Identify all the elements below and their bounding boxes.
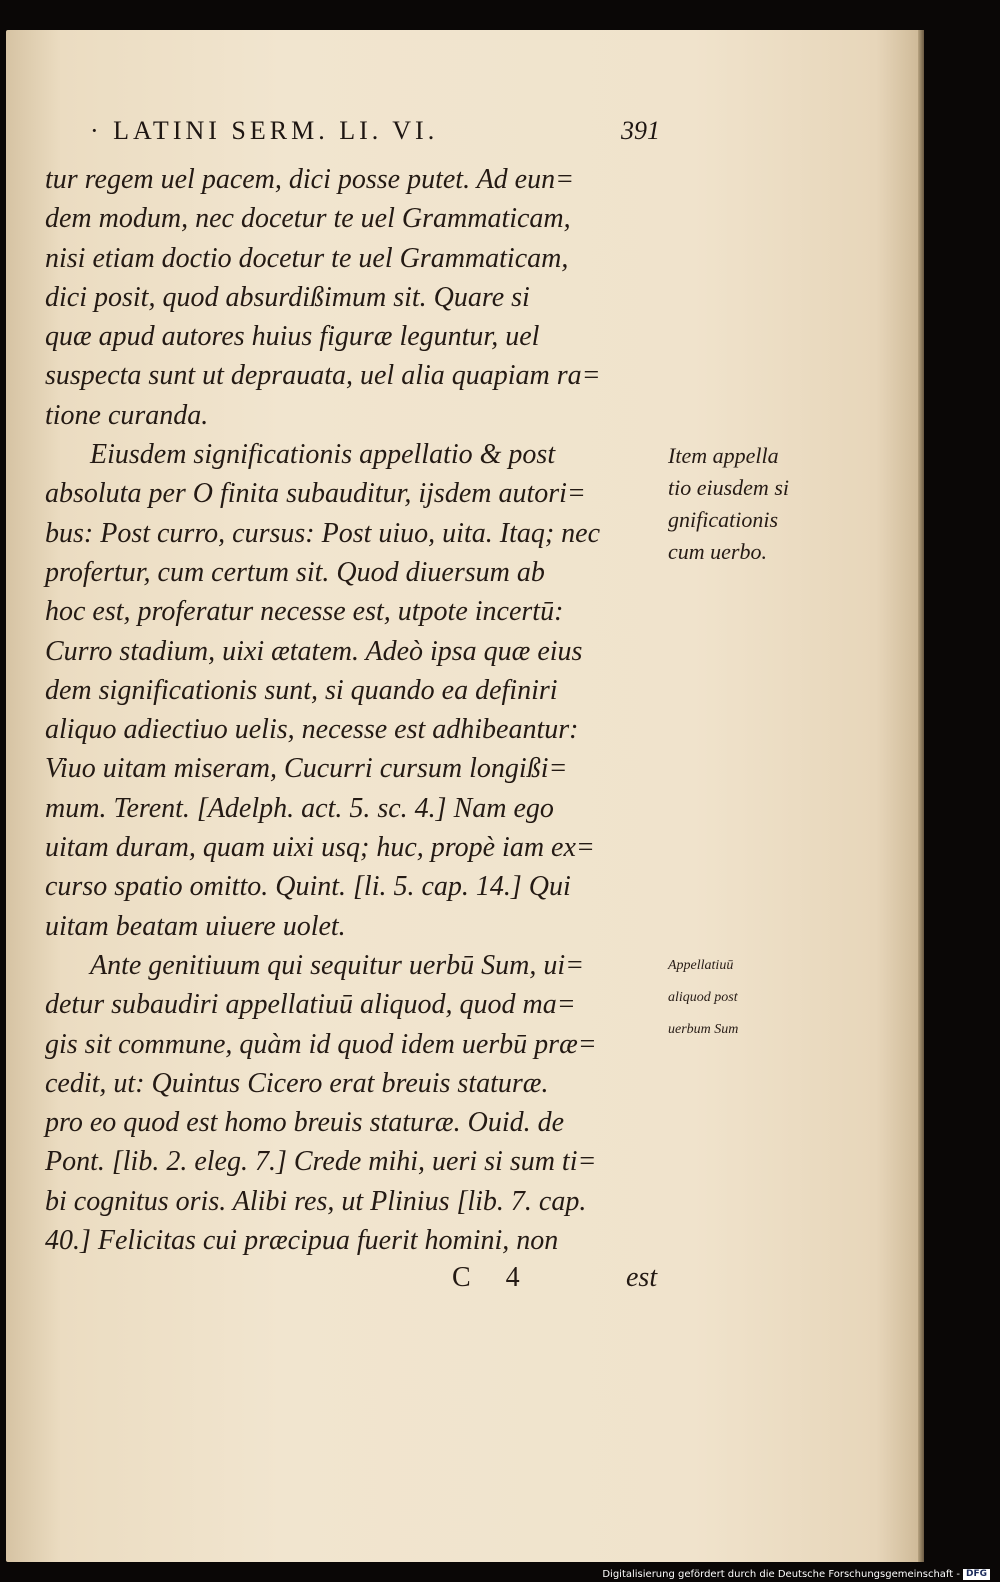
text-line: gis sit commune, quàm id quod idem uerbū præ= <box>45 1028 597 1060</box>
digitization-footer <box>602 1566 990 1582</box>
dfg-logo: DFG <box>963 1569 990 1580</box>
margin-note-line: aliquod post <box>668 990 738 1005</box>
text-line: hoc est, proferatur necesse est, utpote incertū: <box>45 596 564 628</box>
text-line: quæ apud autores huius figuræ leguntur, uel <box>45 321 540 353</box>
paragraph-start-line: Eiusdem significationis appellatio & post <box>90 439 556 471</box>
text-line: detur subaudiri appellatiuū aliquod, quod ma= <box>45 989 576 1021</box>
text-line: absoluta per O finita subauditur, ijsdem autori= <box>45 478 586 510</box>
text-line: aliquo adiectiuo uelis, necesse est adhibeantur: <box>45 714 579 746</box>
text-line: Pont. [lib. 2. eleg. 7.] Crede mihi, ueri si sum ti= <box>45 1146 597 1178</box>
text-line: suspecta sunt ut deprauata, uel alia quapiam ra= <box>45 360 601 392</box>
paragraph-start-line: Ante genitiuum qui sequitur uerbū Sum, ui= <box>90 949 585 981</box>
text-line: bi cognitus oris. Alibi res, ut Plinius [lib. 7. cap. <box>45 1185 587 1217</box>
margin-note-line: Appellatiuū <box>668 958 734 973</box>
text-line: tur regem uel pacem, dici posse putet. Ad eun= <box>45 164 575 195</box>
text-line: mum. Terent. [Adelph. act. 5. sc. 4.] Nam ego <box>45 792 554 824</box>
text-line: uitam beatam uiuere uolet. <box>45 910 346 942</box>
main-text-block <box>45 160 665 1260</box>
text-line: pro eo quod est homo breuis staturæ. Ouid. de <box>45 1107 565 1139</box>
signature-mark: C 4 <box>452 1262 534 1293</box>
text-line: profertur, cum certum sit. Quod diuersum ab <box>45 556 545 588</box>
running-head: · LATINI SERM. LI. VI. <box>90 116 439 145</box>
margin-note <box>668 950 838 1046</box>
margin-note-line: tio eiusdem si <box>668 475 789 500</box>
text-line: dem modum, nec docetur te uel Grammaticam, <box>45 203 571 235</box>
page-number: 391 <box>621 116 660 145</box>
page-header <box>90 116 660 150</box>
text-line: curso spatio omitto. Quint. [li. 5. cap. 14.] Qui <box>45 871 571 903</box>
text-line: dem significationis sunt, si quando ea definiri <box>45 674 558 706</box>
margin-note <box>668 440 828 568</box>
text-line: dici posit, quod absurdißimum sit. Quare si <box>45 281 530 313</box>
page-edge <box>918 30 924 1562</box>
text-line: cedit, ut: Quintus Cicero erat breuis staturæ. <box>45 1067 549 1099</box>
text-line: bus: Post curro, cursus: Post uiuo, uita. Itaq; nec <box>45 517 601 549</box>
text-line: Viuo uitam miseram, Cucurri cursum longißi= <box>45 753 568 785</box>
text-line: uitam duram, quam uixi usq; huc, propè iam ex= <box>45 832 595 864</box>
margin-note-line: cum uerbo. <box>668 539 767 564</box>
footer-credit: Digitalisierung gefördert durch die Deutsche Forschungsgemeinschaft - <box>602 1568 960 1580</box>
text-line: 40.] Felicitas cui præcipua fuerit homini, non <box>45 1225 559 1257</box>
text-line: nisi etiam doctio docetur te uel Grammaticam, <box>45 242 569 274</box>
text-line: tione curanda. <box>45 399 209 431</box>
margin-note-line: Item appella <box>668 443 779 468</box>
margin-note-line: gnificationis <box>668 507 778 532</box>
text-line: Curro stadium, uixi ætatem. Adeò ipsa quæ eius <box>45 635 583 667</box>
margin-note-line: uerbum Sum <box>668 1022 739 1037</box>
catchword: est <box>626 1262 658 1293</box>
